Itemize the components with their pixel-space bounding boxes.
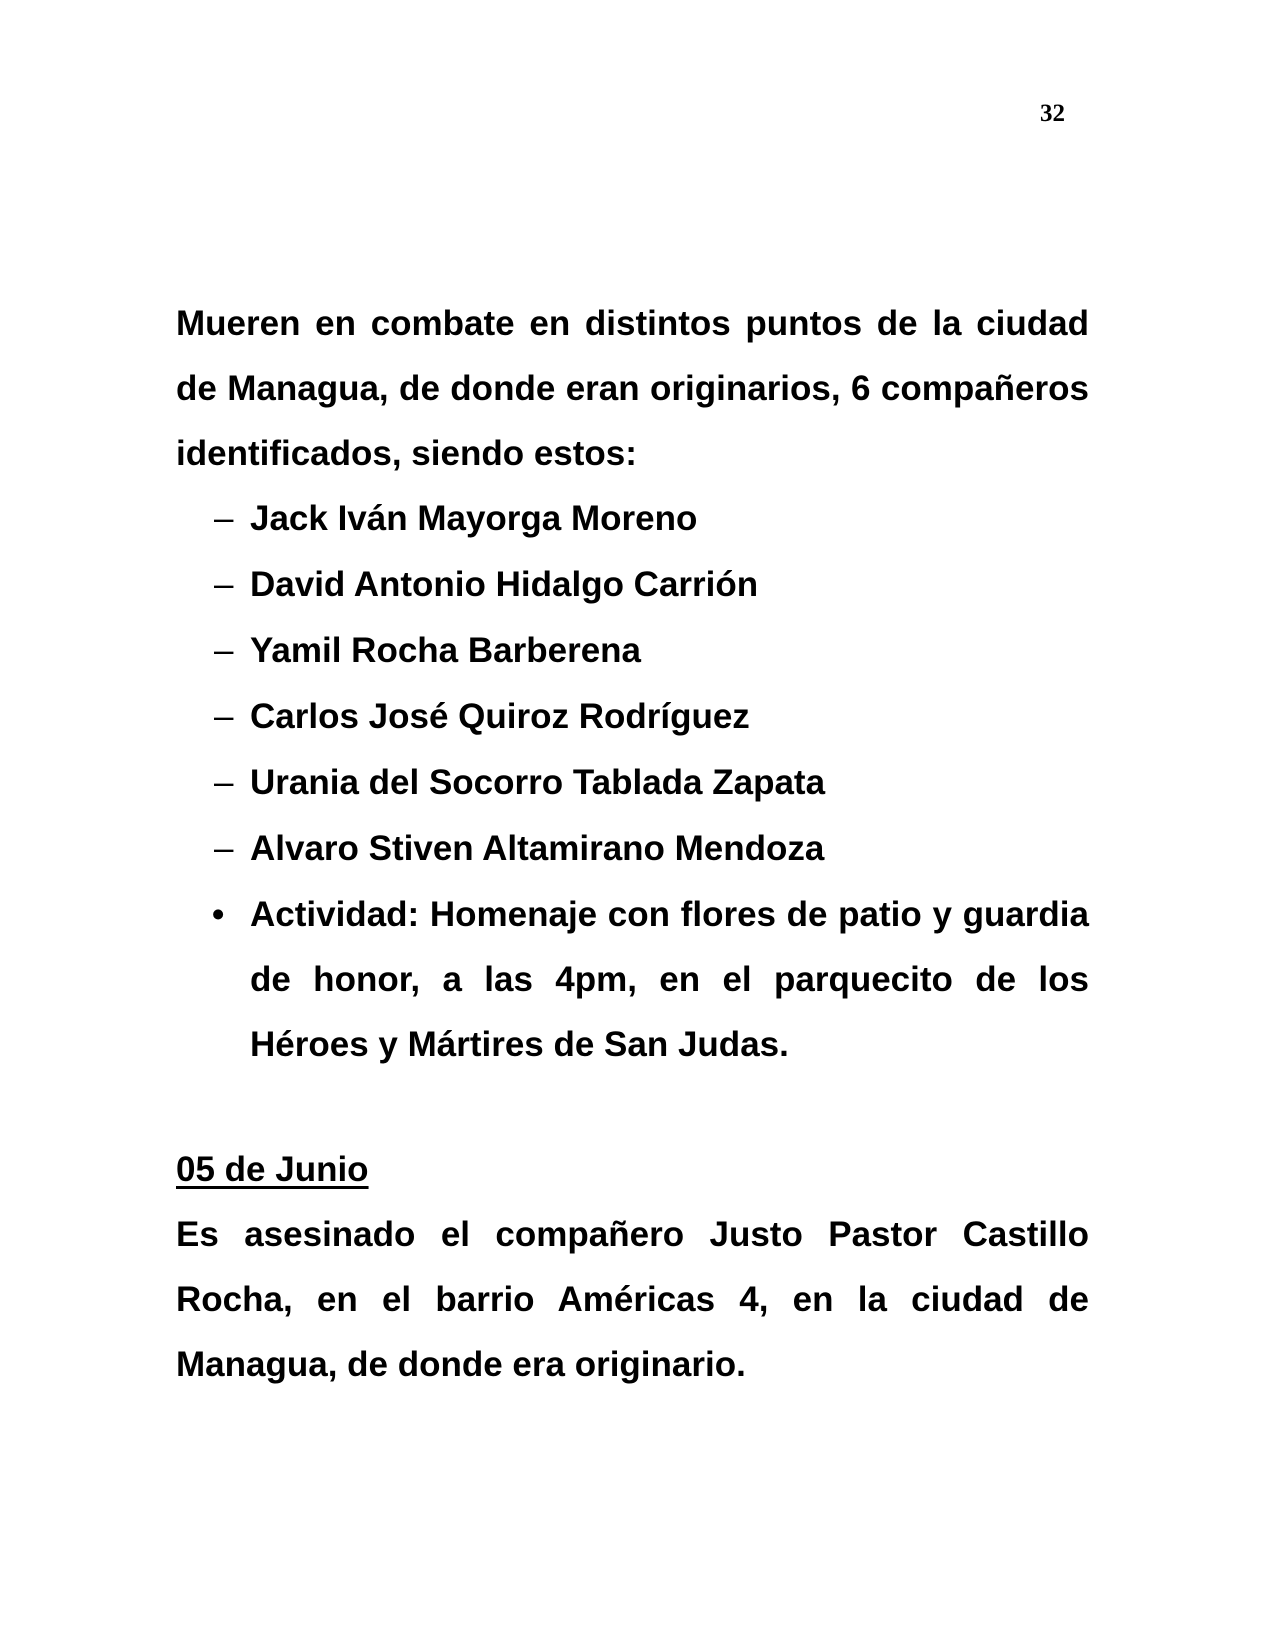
- name-text: Yamil Rocha Barberena: [250, 631, 641, 670]
- name-text: Carlos José Quiroz Rodríguez: [250, 697, 750, 736]
- page-number: 32: [1040, 100, 1065, 127]
- intro-paragraph: Mueren en combate en distintos puntos de la ciudad de Managua, de donde eran originarios, 6 compañeros identificados, siendo estos:: [176, 304, 1089, 473]
- list-item: [176, 552, 1089, 618]
- activity-text: Actividad: Homenaje con flores de patio y guardia de honor, a las 4pm, en el parquecito de los Héroes y Mártires de San Judas.: [250, 895, 1089, 1064]
- dash-icon: –: [214, 763, 234, 802]
- list-item: [176, 816, 1089, 882]
- list-item: [176, 684, 1089, 750]
- list-item: [176, 486, 1089, 552]
- names-list: [176, 486, 1089, 882]
- name-text: David Antonio Hidalgo Carrión: [250, 565, 759, 604]
- dash-icon: –: [214, 829, 234, 868]
- dash-icon: –: [214, 565, 234, 604]
- dash-icon: –: [214, 697, 234, 736]
- dash-icon: –: [214, 499, 234, 538]
- list-item: [176, 750, 1089, 816]
- date-heading: 05 de Junio: [176, 1150, 369, 1189]
- name-text: Alvaro Stiven Altamirano Mendoza: [250, 829, 825, 868]
- closing-paragraph: Es asesinado el compañero Justo Pastor Castillo Rocha, en el barrio Américas 4, en la ciudad de Managua, de donde era originario.: [176, 1215, 1089, 1384]
- list-item: [176, 618, 1089, 684]
- document-body: [176, 291, 1089, 1397]
- bullet-icon: •: [212, 895, 225, 934]
- name-text: Jack Iván Mayorga Moreno: [250, 499, 698, 538]
- dash-icon: –: [214, 631, 234, 670]
- name-text: Urania del Socorro Tablada Zapata: [250, 763, 826, 802]
- activity-item: [176, 882, 1089, 1077]
